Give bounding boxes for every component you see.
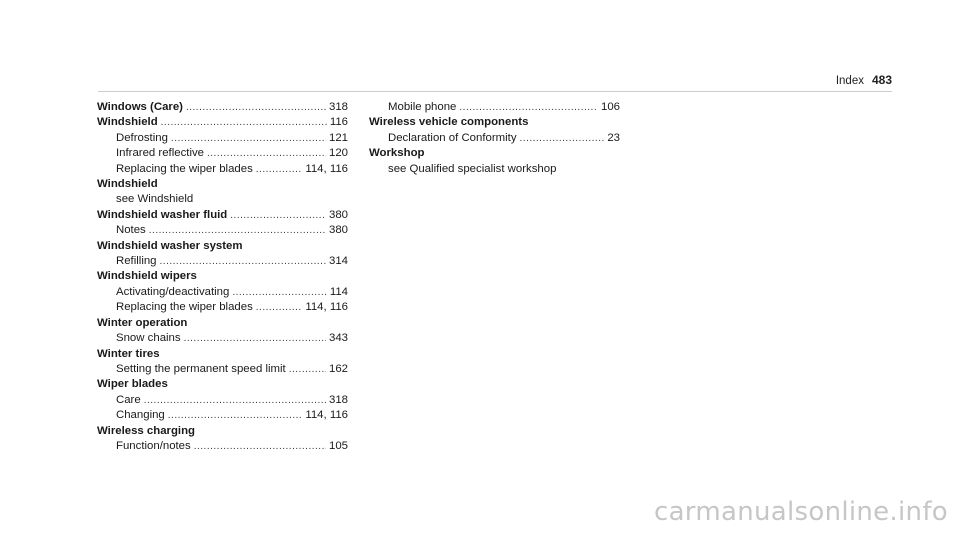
- index-heading-line: [97, 208, 348, 223]
- index-subentry: [97, 162, 348, 177]
- subentry-label: Setting the permanent speed limit: [116, 362, 286, 375]
- index-subentry: [97, 223, 348, 238]
- page-reference[interactable]: 318: [328, 101, 348, 113]
- index-subentry: [97, 393, 348, 408]
- dot-leader: [230, 208, 326, 223]
- page-reference[interactable]: 380: [328, 224, 348, 237]
- index-heading-line: [97, 239, 348, 254]
- index-entry: [97, 316, 348, 347]
- dot-leader: [149, 223, 326, 238]
- index-subentry: [97, 439, 348, 454]
- index-entry: [369, 146, 620, 177]
- index-entry: [97, 100, 348, 115]
- dot-leader: [256, 162, 303, 177]
- page-reference[interactable]: 23: [607, 131, 620, 144]
- dot-leader: [186, 100, 326, 115]
- subentry-label: Changing: [116, 409, 165, 422]
- index-entry: [97, 177, 348, 208]
- subentry-label: Refilling: [116, 255, 157, 268]
- header-divider: [98, 91, 892, 92]
- subentry-label: Notes: [116, 224, 146, 237]
- index-heading-line: [97, 100, 348, 115]
- index-entry: [97, 377, 348, 423]
- index-entry: [97, 115, 348, 177]
- dot-leader: [207, 146, 326, 161]
- index-entry: [369, 100, 620, 115]
- index-heading-line: [369, 146, 620, 161]
- page-number: 483: [871, 73, 892, 87]
- index-heading: Windshield wipers: [97, 270, 197, 283]
- index-subentry: [369, 131, 620, 146]
- index-subentry: [97, 146, 348, 161]
- index-heading: Winter tires: [97, 347, 160, 360]
- index-column-left: [97, 100, 348, 454]
- index-heading: Windshield: [97, 178, 158, 191]
- index-entry: [97, 208, 348, 239]
- index-heading-line: [97, 269, 348, 284]
- dot-leader: [184, 331, 326, 346]
- subentry-label: Declaration of Conformity: [388, 131, 517, 144]
- index-heading-line: [97, 347, 348, 362]
- subentry-label: Function/notes: [116, 439, 191, 452]
- page-reference[interactable]: 106: [600, 101, 620, 113]
- subentry-label: Replacing the wiper blades: [116, 162, 253, 175]
- index-subentry: [369, 100, 620, 115]
- page-reference[interactable]: 162: [328, 362, 348, 375]
- dot-leader: [168, 408, 303, 423]
- index-heading: Workshop: [369, 147, 425, 160]
- index-heading: Winter operation: [97, 316, 188, 329]
- page-reference[interactable]: 120: [328, 147, 348, 160]
- subentry-label: Infrared reflective: [116, 147, 204, 160]
- index-entry: [97, 347, 348, 378]
- see-reference[interactable]: see Qualified specialist workshop: [388, 162, 557, 175]
- dot-leader: [289, 362, 326, 377]
- dot-leader: [160, 254, 326, 269]
- index-entry: [97, 239, 348, 270]
- page-reference[interactable]: 380: [328, 208, 348, 221]
- watermark: carmanualsonline.info: [653, 497, 948, 527]
- index-subentry: [97, 362, 348, 377]
- index-heading-line: [97, 115, 348, 130]
- dot-leader: [520, 131, 605, 146]
- index-heading: Windshield washer fluid: [97, 208, 228, 221]
- page-reference[interactable]: 105: [328, 439, 348, 452]
- index-subentry: [97, 408, 348, 423]
- index-heading-line: [97, 424, 348, 439]
- index-heading-line: [97, 177, 348, 192]
- subentry-label: Mobile phone: [388, 101, 457, 113]
- index-heading: Windshield: [97, 116, 158, 129]
- index-heading: Windows (Care): [97, 101, 183, 113]
- page-reference[interactable]: 114, 116: [305, 409, 348, 422]
- dot-leader: [459, 100, 598, 115]
- subentry-label: Snow chains: [116, 332, 181, 345]
- index-heading-line: [97, 377, 348, 392]
- index-subentry: [97, 331, 348, 346]
- dot-leader: [194, 439, 326, 454]
- index-heading: Windshield washer system: [97, 239, 243, 252]
- index-entry: [97, 424, 348, 455]
- index-subentry: [97, 300, 348, 315]
- index-heading-line: [369, 115, 620, 130]
- page-reference[interactable]: 314: [328, 255, 348, 268]
- header-label: Index: [835, 75, 864, 87]
- index-subentry: [97, 254, 348, 269]
- dot-leader: [256, 300, 303, 315]
- dot-leader: [232, 285, 326, 300]
- dot-leader: [144, 393, 326, 408]
- subentry-label: Care: [116, 393, 141, 406]
- index-subentry: [97, 285, 348, 300]
- index-subentry: [97, 131, 348, 146]
- page-header: [836, 73, 892, 87]
- subentry-label: Activating/deactivating: [116, 285, 230, 298]
- page-reference[interactable]: 114, 116: [305, 162, 348, 175]
- dot-leader: [161, 115, 327, 130]
- page-reference[interactable]: 116: [329, 116, 348, 129]
- index-heading: Wiper blades: [97, 378, 168, 391]
- page-reference[interactable]: 121: [328, 131, 348, 144]
- index-heading: Wireless vehicle components: [369, 116, 529, 129]
- index-entry: [369, 115, 620, 146]
- subentry-label: Defrosting: [116, 131, 168, 144]
- page-reference[interactable]: 114, 116: [305, 301, 348, 314]
- page-reference[interactable]: 343: [328, 332, 348, 345]
- page-reference[interactable]: 114: [329, 285, 348, 298]
- see-reference[interactable]: see Windshield: [116, 193, 194, 206]
- page-reference[interactable]: 318: [328, 393, 348, 406]
- index-heading: Wireless charging: [97, 424, 196, 437]
- index-entry: [97, 269, 348, 315]
- index-heading-line: [97, 316, 348, 331]
- index-column-right: [369, 100, 620, 177]
- subentry-label: Replacing the wiper blades: [116, 301, 253, 314]
- dot-leader: [171, 131, 326, 146]
